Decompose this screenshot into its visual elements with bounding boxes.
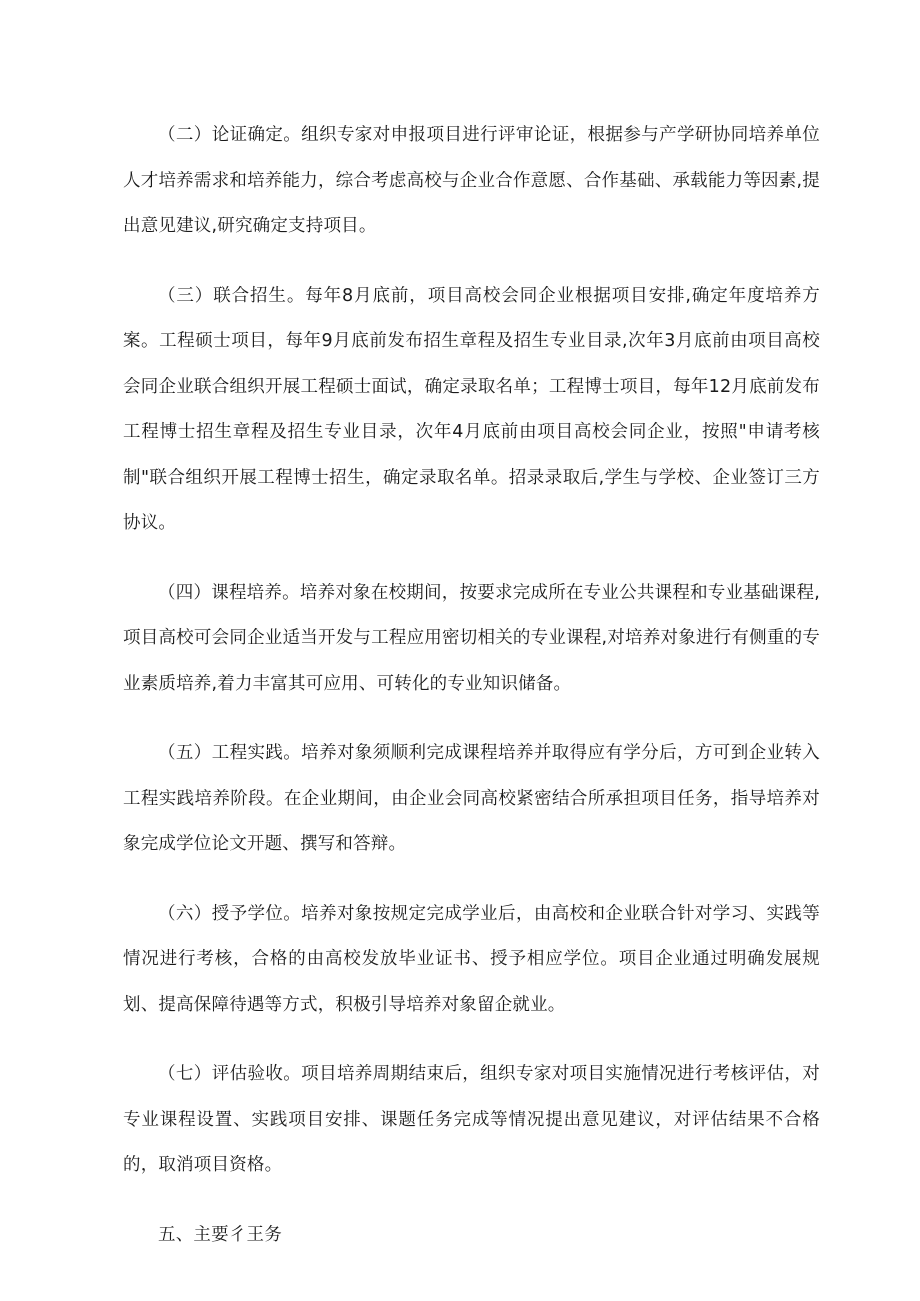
paragraph-evaluation-acceptance: （七）评估验收。项目培养周期结束后，组织专家对项目实施情况进行考核评估，对专业课程设置、实践项目安排、课题任务完成等情况提出意见建议，对评估结果不合格的，取消项目资格。 (123, 1064, 820, 1175)
paragraph-engineering-practice: （五）工程实践。培养对象须顺利完成课程培养并取得应有学分后，方可到企业转入工程实践培养阶段。在企业期间，由企业会同高校紧密结合所承担项目任务，指导培养对象完成学位论文开题、撰写和答辩。 (123, 743, 820, 854)
paragraph-degree-conferral: （六）授予学位。培养对象按规定完成学业后，由高校和企业联合针对学习、实践等情况进行考核，合格的由高校发放毕业证书、授予相应学位。项目企业通过明确发展规划、提高保障待遇等方式，积极引导培养对象留企就业。 (123, 903, 820, 1015)
paragraph-course-training: （四）课程培养。培养对象在校期间，按要求完成所在专业公共课程和专业基础课程,项目高校可会同企业适当开发与工程应用密切相关的专业课程,对培养对象进行有侧重的专业素质培养,着力丰富其可应用、可转化的专业知识储备。 (123, 582, 820, 694)
paragraph-joint-enrollment: （三）联合招生。每年8月底前，项目高校会同企业根据项目安排,确定年度培养方案。工程硕士项目，每年9月底前发布招生章程及招生专业目录,次年3月底前由项目高校会同企业联合组织开展工程硕士面试，确定录取名单；工程博士项目，每年12月底前发布工程博士招生章程及招生专业目录，次年4月底前由项目高校会同企业，按照"申请考核制"联合组织开展工程博士招生，确定录取名单。招录录取后,学生与学校、企业签订三方协议。 (123, 285, 820, 533)
paragraph-verification: （二）论证确定。组织专家对申报项目进行评审论证，根据参与产学研协同培养单位人才培养需求和培养能力，综合考虑高校与企业合作意愿、合作基础、承载能力等因素,提出意见建议,研究确定支持项目。 (123, 125, 820, 236)
section-heading: 五、主要彳王务 (158, 1224, 282, 1245)
